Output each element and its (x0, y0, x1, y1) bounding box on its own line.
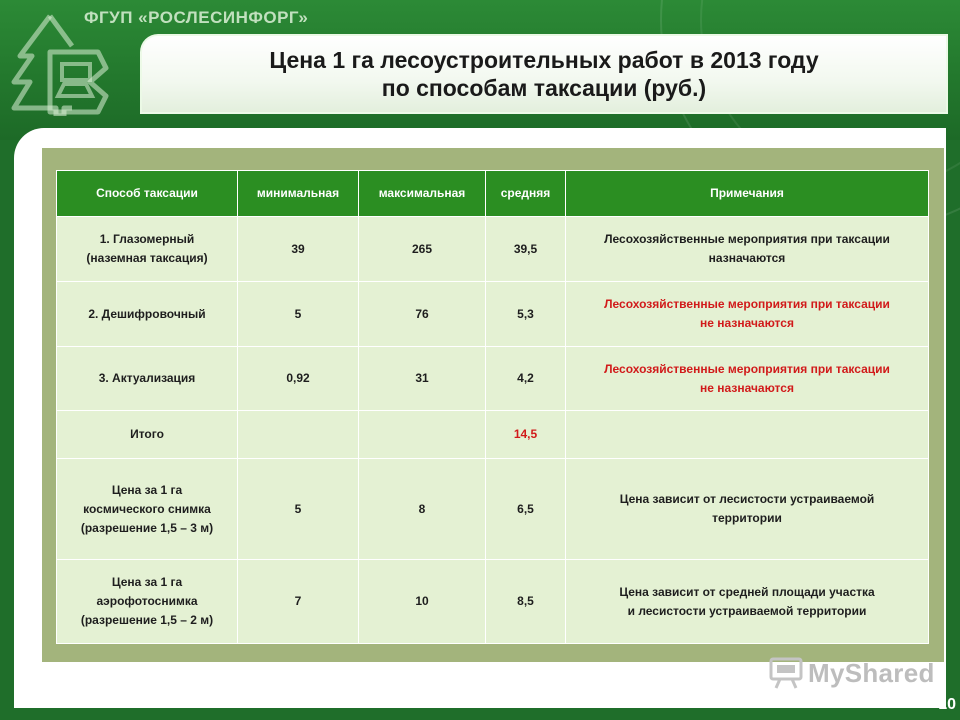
table-row (57, 282, 929, 347)
min-cell: 5 (238, 282, 359, 347)
watermark (768, 656, 935, 690)
min-cell: 7 (238, 560, 359, 644)
max-cell: 265 (359, 217, 486, 282)
page-title-line-1: Цена 1 га лесоустроительных работ в 2013 году (269, 47, 819, 73)
organization-name: ФГУП «РОСЛЕСИНФОРГ» (84, 8, 309, 27)
avg-cell: 4,2 (486, 347, 566, 411)
note-cell: Цена зависит от средней площади участка и лесистости устраиваемой территории (566, 560, 929, 644)
table-row (57, 347, 929, 411)
page-number: 10 (938, 696, 956, 713)
avg-cell: 8,5 (486, 560, 566, 644)
col-header-avg: средняя (486, 171, 566, 217)
avg-cell: 39,5 (486, 217, 566, 282)
note-cell: Лесохозяйственные мероприятия при таксации не назначаются (566, 347, 929, 411)
page-title-line-2: по способам таксации (руб.) (381, 75, 707, 101)
avg-cell-total: 14,5 (486, 411, 566, 459)
method-cell: Цена за 1 га аэрофотоснимка (разрешение 1,5 – 2 м) (57, 560, 238, 644)
col-header-method: Способ таксации (57, 171, 238, 217)
method-cell: 3. Актуализация (57, 347, 238, 411)
table-row (57, 217, 929, 282)
max-cell: 10 (359, 560, 486, 644)
watermark-text: MyShared (808, 657, 935, 688)
col-header-notes: Примечания (566, 171, 929, 217)
table-header-row (57, 171, 929, 217)
max-cell: 76 (359, 282, 486, 347)
avg-cell: 6,5 (486, 459, 566, 560)
max-cell: 31 (359, 347, 486, 411)
col-header-max: максимальная (359, 171, 486, 217)
note-cell: Цена зависит от лесистости устраиваемой территории (566, 459, 929, 560)
max-cell: 8 (359, 459, 486, 560)
note-cell: Лесохозяйственные мероприятия при таксации назначаются (566, 217, 929, 282)
min-cell: 0,92 (238, 347, 359, 411)
method-cell: Цена за 1 га космического снимка (разрешение 1,5 – 3 м) (57, 459, 238, 560)
max-cell (359, 411, 486, 459)
method-cell: Итого (57, 411, 238, 459)
method-cell: 2. Дешифровочный (57, 282, 238, 347)
min-cell: 5 (238, 459, 359, 560)
min-cell: 39 (238, 217, 359, 282)
note-cell (566, 411, 929, 459)
title-box (140, 34, 948, 114)
col-header-min: минимальная (238, 171, 359, 217)
table-row (57, 560, 929, 644)
avg-cell: 5,3 (486, 282, 566, 347)
table-row-total (57, 411, 929, 459)
min-cell (238, 411, 359, 459)
method-cell: 1. Глазомерный (наземная таксация) (57, 217, 238, 282)
table-row (57, 459, 929, 560)
note-cell: Лесохозяйственные мероприятия при таксации не назначаются (566, 282, 929, 347)
price-table (56, 170, 929, 644)
projector-icon (768, 656, 804, 690)
